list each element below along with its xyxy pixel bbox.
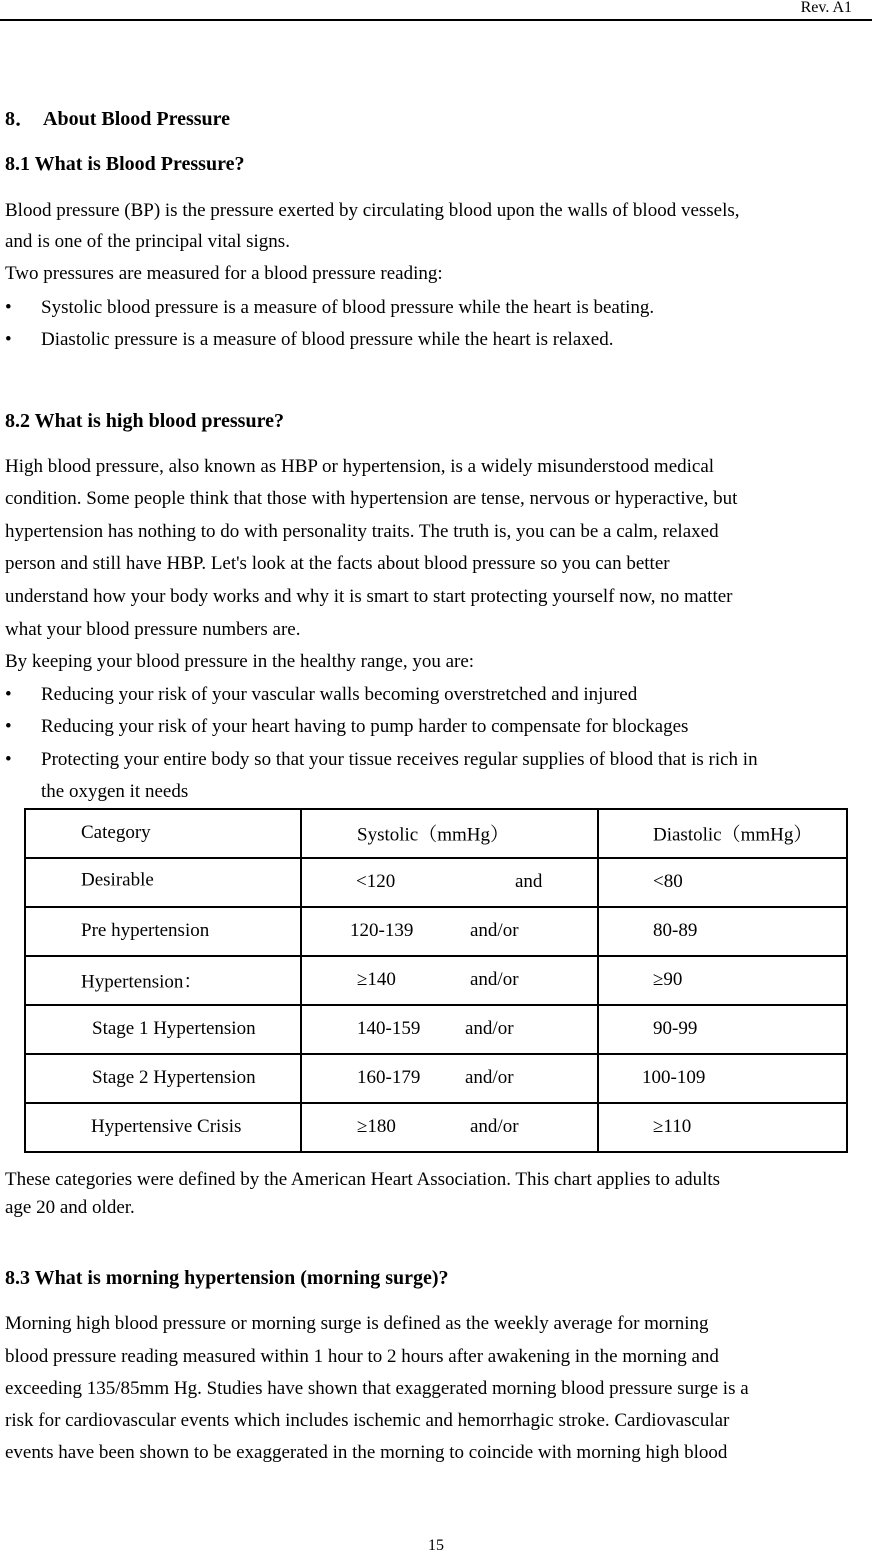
- conjunction: and/or: [465, 1017, 514, 1039]
- diastolic-cell: 100-109: [642, 1066, 706, 1088]
- table-note-line: These categories were defined by the American Heart Association. This chart applies to adults: [5, 1169, 721, 1190]
- bullet-text: the oxygen it needs: [41, 781, 189, 802]
- conjunction: and: [515, 870, 543, 892]
- systolic-cell: ≥180: [357, 1115, 396, 1137]
- header-rule: [0, 19, 872, 21]
- conjunction: and/or: [470, 919, 519, 941]
- header-cell: Systolic（mmHg）: [301, 809, 598, 858]
- table-row: [25, 1103, 847, 1152]
- paragraph-line: person and still have HBP. Let's look at the facts about blood pressure so you can better: [5, 553, 670, 574]
- category-cell: Hypertension：: [81, 970, 203, 992]
- paragraph-line: High blood pressure, also known as HBP or hypertension, is a widely misunderstood medical: [5, 456, 715, 477]
- category-cell: Stage 2 Hypertension: [92, 1066, 256, 1088]
- header-cell: Category: [25, 809, 301, 858]
- bullet-text: Systolic blood pressure is a measure of blood pressure while the heart is beating.: [41, 297, 655, 318]
- paragraph-line: Blood pressure (BP) is the pressure exerted by circulating blood upon the walls of blood vessels,: [5, 200, 740, 221]
- table-header-row: [25, 809, 847, 858]
- paragraph-line: blood pressure reading measured within 1 hour to 2 hours after awakening in the morning and: [5, 1346, 719, 1367]
- conjunction: and/or: [465, 1066, 514, 1088]
- heading-8-3: 8.3 What is morning hypertension (morning surge)?: [5, 1267, 449, 1289]
- diastolic-cell: ≥90: [653, 968, 683, 990]
- diastolic-cell: 80-89: [653, 919, 698, 941]
- table-row: [25, 858, 847, 907]
- paragraph-line: events have been shown to be exaggerated in the morning to coincide with morning high blood: [5, 1442, 728, 1463]
- bullet-text: Reducing your risk of your heart having to pump harder to compensate for blockages: [41, 716, 689, 737]
- paragraph-line: what your blood pressure numbers are.: [5, 619, 301, 640]
- category-cell: Pre hypertension: [81, 919, 210, 941]
- section-title-text: About Blood Pressure: [43, 108, 231, 130]
- systolic-cell: 140-159: [357, 1017, 421, 1039]
- category-cell: Desirable: [81, 868, 154, 890]
- bullet-text: Reducing your risk of your vascular walls becoming overstretched and injured: [41, 684, 638, 705]
- diastolic-cell: 90-99: [653, 1017, 698, 1039]
- table-row: [25, 1005, 847, 1054]
- paragraph-line: condition. Some people think that those with hypertension are tense, nervous or hyperactive, but: [5, 488, 738, 509]
- conjunction: and/or: [470, 1115, 519, 1137]
- diastolic-cell: ≥110: [653, 1115, 692, 1137]
- section-number: 8．: [5, 108, 35, 130]
- revision-label: Rev. A1: [800, 0, 852, 16]
- paragraph-line: understand how your body works and why it is smart to start protecting yourself now, no matter: [5, 586, 733, 607]
- systolic-cell: 160-179: [357, 1066, 421, 1088]
- category-cell: Hypertensive Crisis: [91, 1115, 242, 1137]
- systolic-cell: ≥140: [357, 968, 396, 990]
- category-cell: Stage 1 Hypertension: [92, 1017, 256, 1039]
- table-row: [25, 1054, 847, 1103]
- paragraph-line: exceeding 135/85mm Hg. Studies have shown that exaggerated morning blood pressure surge is a: [5, 1378, 749, 1399]
- paragraph-line: By keeping your blood pressure in the healthy range, you are:: [5, 651, 475, 672]
- page-number: 15: [428, 1537, 444, 1554]
- bullet-icon: •: [5, 749, 12, 770]
- systolic-cell: 120-139: [350, 919, 414, 941]
- paragraph-line: risk for cardiovascular events which includes ischemic and hemorrhagic stroke. Cardiovascular: [5, 1410, 730, 1431]
- diastolic-cell: <80: [653, 870, 683, 892]
- paragraph-line: Morning high blood pressure or morning surge is defined as the weekly average for morning: [5, 1313, 709, 1334]
- bullet-icon: •: [5, 684, 12, 705]
- paragraph-line: and is one of the principal vital signs.: [5, 231, 290, 252]
- table-note-line: age 20 and older.: [5, 1197, 135, 1218]
- bullet-text: Protecting your entire body so that your tissue receives regular supplies of blood that is rich in: [41, 749, 758, 770]
- section-title: [5, 103, 871, 135]
- heading-8-1: 8.1 What is Blood Pressure?: [5, 153, 245, 175]
- systolic-cell: <120: [356, 870, 396, 892]
- conjunction: and/or: [470, 968, 519, 990]
- paragraph-line: hypertension has nothing to do with personality traits. The truth is, you can be a calm, relaxed: [5, 521, 719, 542]
- heading-8-2: 8.2 What is high blood pressure?: [5, 410, 284, 432]
- paragraph-line: Two pressures are measured for a blood pressure reading:: [5, 263, 443, 284]
- bullet-icon: •: [5, 716, 12, 737]
- table-row: [25, 956, 847, 1005]
- bullet-text: Diastolic pressure is a measure of blood pressure while the heart is relaxed.: [41, 329, 614, 350]
- header-cell: Diastolic（mmHg）: [598, 809, 847, 858]
- table-row: [25, 907, 847, 956]
- bullet-icon: •: [5, 297, 12, 318]
- bullet-icon: •: [5, 329, 12, 350]
- bp-category-table: [24, 808, 848, 1153]
